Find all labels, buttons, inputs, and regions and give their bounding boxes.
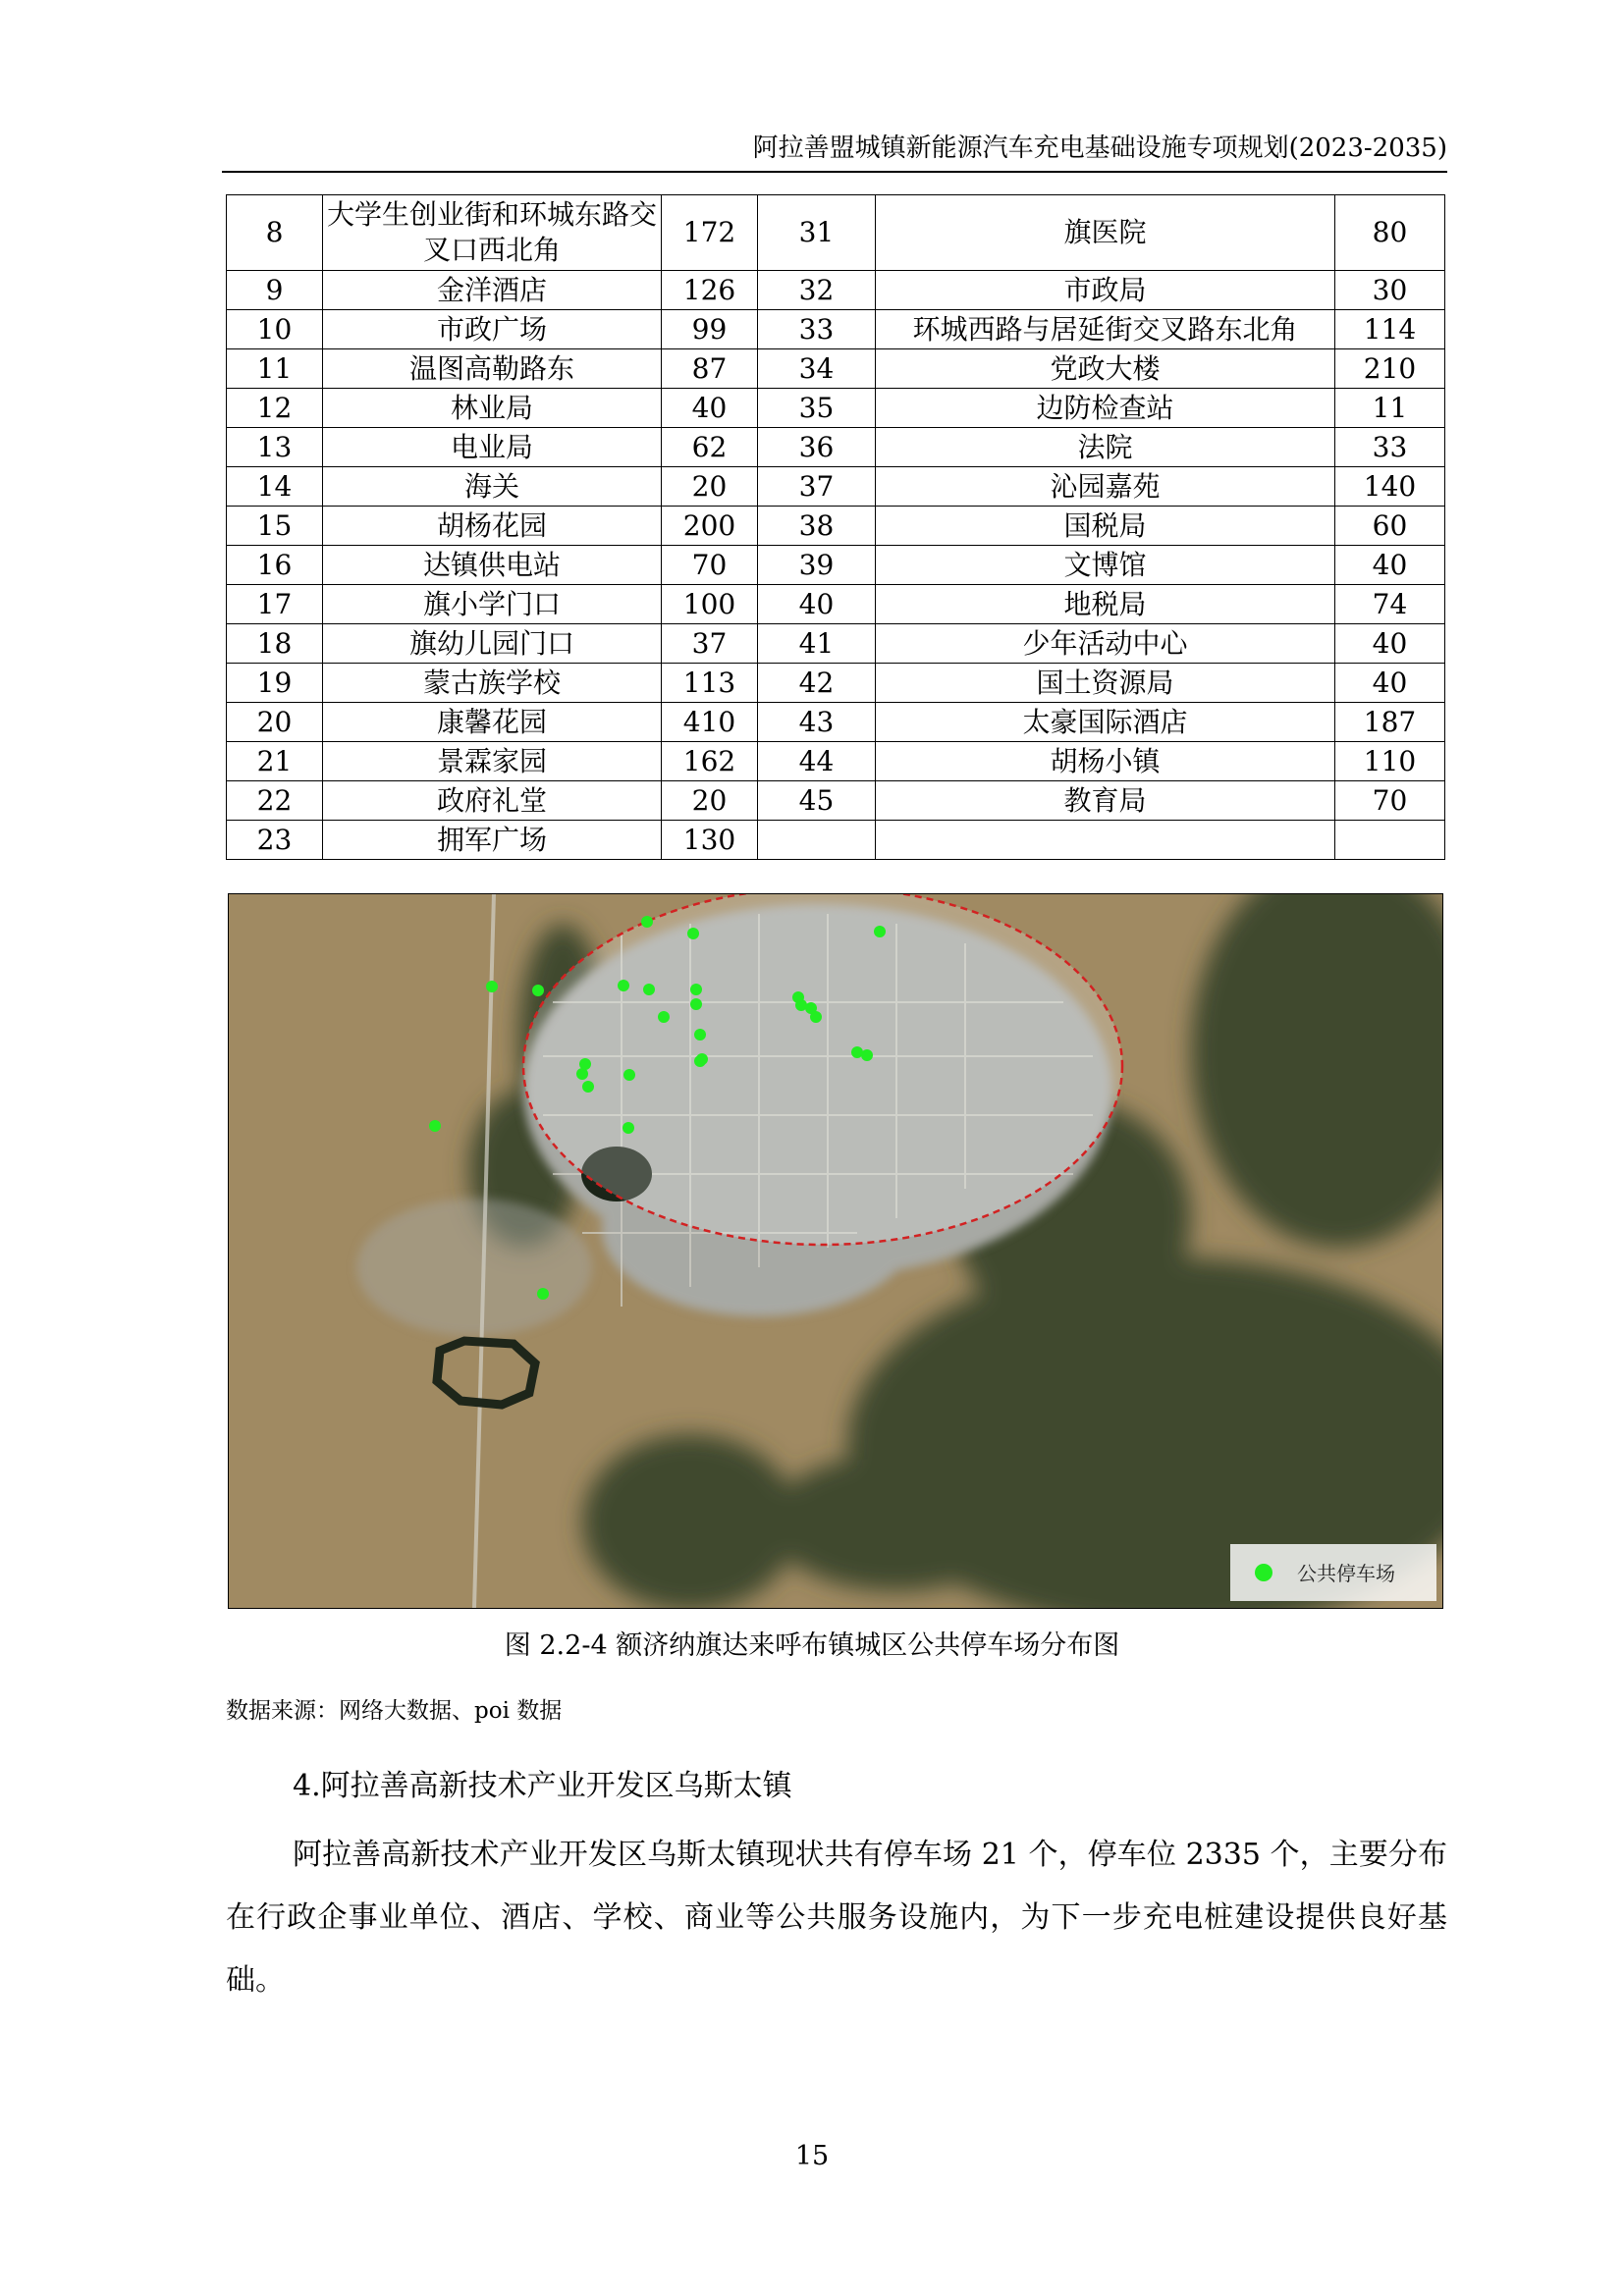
table-cell: 40 [1335,624,1445,664]
town-boundary [523,894,1122,1245]
body-paragraph: 阿拉善高新技术产业开发区乌斯太镇现状共有停车场 21 个，停车位 2335 个，主要分布在行政企事业单位、酒店、学校、商业等公共服务设施内，为下一步充电桩建设提供良好基础。 [226,1838,1447,1998]
parking-point [582,1081,594,1093]
table-cell: 210 [1335,349,1445,389]
parking-point [486,981,498,992]
table-cell: 20 [227,703,323,742]
table-cell: 17 [227,585,323,624]
parking-point [874,926,886,937]
table-cell: 大学生创业街和环城东路交叉口西北角 [323,195,662,271]
table-cell: 9 [227,271,323,310]
table-cell: 11 [227,349,323,389]
satellite-map [228,893,1443,1609]
table-cell: 康馨花园 [323,703,662,742]
table-cell: 海关 [323,467,662,507]
table-cell: 16 [227,546,323,585]
document-header: 阿拉善盟城镇新能源汽车充电基础设施专项规划(2023-2035) [752,133,1447,163]
table-cell: 45 [758,781,876,821]
table-cell: 旗幼儿园门口 [323,624,662,664]
table-cell: 文博馆 [876,546,1335,585]
parking-table [226,194,1445,860]
table-cell: 沁园嘉苑 [876,467,1335,507]
table-cell: 13 [227,428,323,467]
table-cell: 旗小学门口 [323,585,662,624]
table-row [227,271,1445,310]
figure-caption: 图 2.2-4 额济纳旗达来呼布镇城区公共停车场分布图 [504,1630,1120,1661]
table-cell: 教育局 [876,781,1335,821]
table-cell: 胡杨花园 [323,507,662,546]
parking-point [694,1029,706,1041]
table-cell: 8 [227,195,323,271]
table-row [227,742,1445,781]
table-row [227,781,1445,821]
page-number: 15 [794,2141,830,2171]
table-cell: 80 [1335,195,1445,271]
table-row [227,664,1445,703]
table-cell: 40 [662,389,758,428]
table-cell: 地税局 [876,585,1335,624]
table-cell: 22 [227,781,323,821]
table-cell: 林业局 [323,389,662,428]
table-cell: 金洋酒店 [323,271,662,310]
table-cell: 景霖家园 [323,742,662,781]
table-cell: 12 [227,389,323,428]
table-cell: 市政广场 [323,310,662,349]
table-cell: 36 [758,428,876,467]
map-legend [1230,1544,1436,1601]
table-cell: 19 [227,664,323,703]
table-cell: 37 [662,624,758,664]
table-cell: 环城西路与居延街交叉路东北角 [876,310,1335,349]
parking-point [810,1011,822,1023]
parking-point [643,984,655,995]
table-cell: 旗医院 [876,195,1335,271]
parking-point [618,980,629,991]
table-cell: 20 [662,467,758,507]
table-cell: 胡杨小镇 [876,742,1335,781]
table-cell: 60 [1335,507,1445,546]
table-cell: 162 [662,742,758,781]
table-cell: 达镇供电站 [323,546,662,585]
section-heading: 4.阿拉善高新技术产业开发区乌斯太镇 [293,1769,792,1803]
table-cell: 38 [758,507,876,546]
table-cell: 410 [662,703,758,742]
table-cell: 34 [758,349,876,389]
table-row [227,389,1445,428]
parking-point [687,928,699,939]
parking-point-legend-icon [1255,1564,1272,1581]
table-cell: 172 [662,195,758,271]
table-cell: 30 [1335,271,1445,310]
table-cell: 39 [758,546,876,585]
parking-point [623,1122,634,1134]
table-cell: 21 [227,742,323,781]
parking-point [658,1011,670,1023]
legend-label: 公共停车场 [1297,1564,1395,1585]
table-cell: 140 [1335,467,1445,507]
table-cell: 35 [758,389,876,428]
parking-point [537,1288,549,1300]
table-cell: 42 [758,664,876,703]
table-cell: 113 [662,664,758,703]
table-cell: 70 [662,546,758,585]
table-cell: 31 [758,195,876,271]
parking-point [532,985,544,996]
table-cell [758,821,876,860]
table-row [227,428,1445,467]
table-cell: 少年活动中心 [876,624,1335,664]
table-cell: 电业局 [323,428,662,467]
table-cell: 20 [662,781,758,821]
data-source-note: 数据来源：网络大数据、poi 数据 [226,1698,563,1724]
map-canvas [229,894,1442,1608]
header-rule [222,171,1447,173]
table-cell: 110 [1335,742,1445,781]
table-row [227,703,1445,742]
table-cell: 99 [662,310,758,349]
table-cell: 40 [1335,546,1445,585]
table-row [227,585,1445,624]
table-cell: 126 [662,271,758,310]
table-cell: 法院 [876,428,1335,467]
table-cell: 40 [1335,664,1445,703]
table-row [227,507,1445,546]
table-cell: 33 [758,310,876,349]
parking-point [861,1049,873,1061]
table-cell [1335,821,1445,860]
parking-point [690,998,702,1010]
table-cell: 200 [662,507,758,546]
table-cell: 政府礼堂 [323,781,662,821]
table-row [227,821,1445,860]
table-row [227,310,1445,349]
table-cell: 100 [662,585,758,624]
table-cell: 40 [758,585,876,624]
parking-point [623,1069,635,1081]
table-cell: 44 [758,742,876,781]
table-cell: 国税局 [876,507,1335,546]
table-cell: 市政局 [876,271,1335,310]
parking-point [429,1120,441,1132]
table-cell: 14 [227,467,323,507]
table-cell: 边防检查站 [876,389,1335,428]
parking-point [576,1068,588,1080]
table-cell: 11 [1335,389,1445,428]
table-cell: 10 [227,310,323,349]
parking-point [694,1055,706,1067]
table-cell: 130 [662,821,758,860]
parking-point [690,984,702,995]
table-cell: 党政大楼 [876,349,1335,389]
table-row [227,624,1445,664]
table-cell: 32 [758,271,876,310]
table-cell: 43 [758,703,876,742]
table-cell: 87 [662,349,758,389]
table-cell: 187 [1335,703,1445,742]
table-cell: 国土资源局 [876,664,1335,703]
table-cell: 114 [1335,310,1445,349]
table-cell: 37 [758,467,876,507]
table-cell [876,821,1335,860]
table-cell: 温图高勒路东 [323,349,662,389]
table-row [227,195,1445,271]
table-cell: 18 [227,624,323,664]
table-cell: 15 [227,507,323,546]
table-cell: 70 [1335,781,1445,821]
table-cell: 太豪国际酒店 [876,703,1335,742]
table-row [227,349,1445,389]
table-row [227,467,1445,507]
table-cell: 33 [1335,428,1445,467]
table-row [227,546,1445,585]
table-cell: 蒙古族学校 [323,664,662,703]
table-cell: 74 [1335,585,1445,624]
table-cell: 41 [758,624,876,664]
table-cell: 23 [227,821,323,860]
table-cell: 62 [662,428,758,467]
table-cell: 拥军广场 [323,821,662,860]
parking-point [641,916,653,928]
